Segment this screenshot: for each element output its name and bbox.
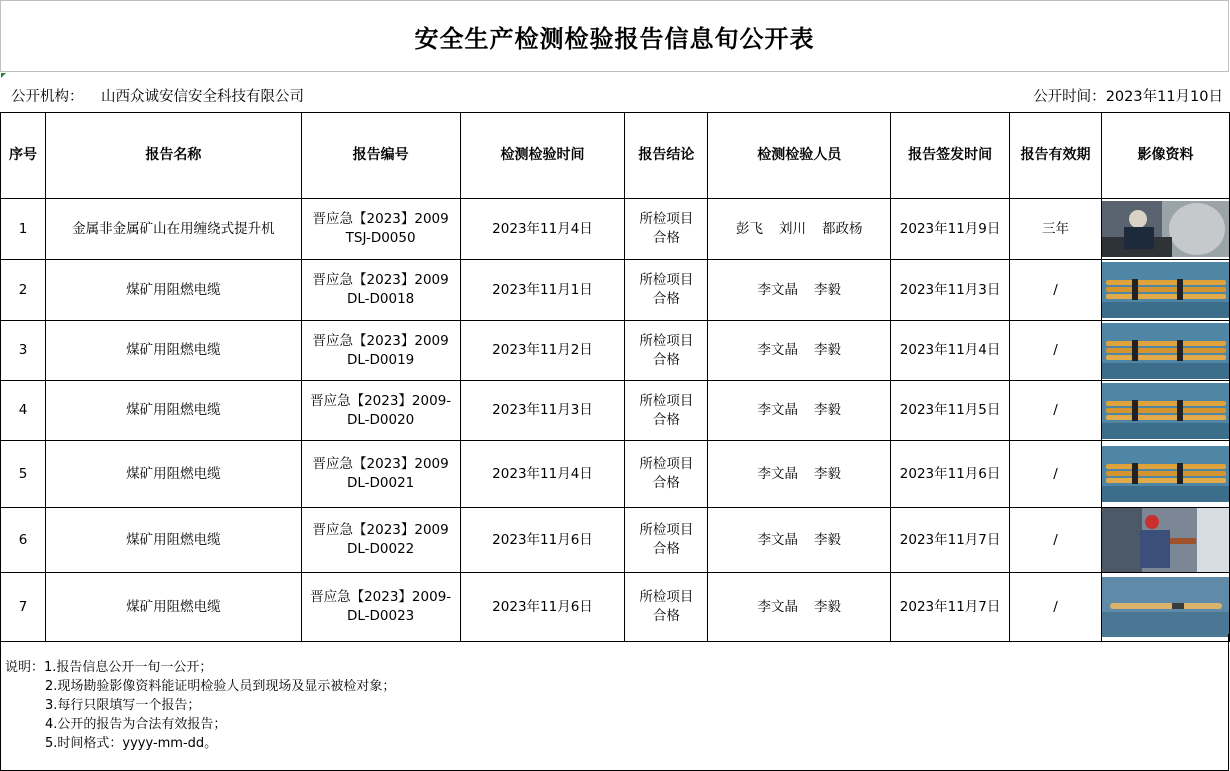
header-no: 序号	[1, 113, 46, 199]
header-test-date: 检测检验时间	[460, 113, 625, 199]
report-name: 煤矿用阻燃电缆	[45, 573, 301, 642]
staff-name: 李毅	[813, 531, 841, 548]
staff-cell	[708, 199, 891, 260]
report-code-line2: TSJ-D0050	[345, 230, 416, 246]
report-table	[0, 112, 1230, 642]
note-line: 5.时间格式：yyyy-mm-dd。	[45, 736, 218, 751]
test-date: 2023年11月4日	[460, 441, 625, 508]
report-name: 煤矿用阻燃电缆	[45, 508, 301, 573]
staff-name: 李文晶	[757, 281, 798, 298]
notes-section	[0, 634, 1229, 771]
conclusion	[625, 260, 708, 321]
table-row	[1, 381, 1230, 441]
test-date: 2023年11月4日	[460, 199, 625, 260]
report-code-line2: DL-D0020	[346, 411, 415, 428]
staff-cell	[708, 441, 891, 508]
staff-cell	[708, 321, 891, 381]
validity: /	[1010, 441, 1102, 508]
report-code	[301, 321, 460, 381]
table-header-row	[1, 113, 1230, 199]
note-line: 说明：1.报告信息公开一旬一公开；	[5, 660, 213, 675]
image-cell[interactable]	[1101, 381, 1229, 441]
worker-photo-icon	[1102, 508, 1229, 572]
report-code-line1: 晋应急【2023】2009	[312, 211, 449, 227]
conclusion-line2: 合格	[652, 291, 680, 307]
conclusion-line2: 合格	[652, 475, 680, 491]
header-images: 影像资料	[1101, 113, 1229, 199]
report-name: 煤矿用阻燃电缆	[45, 441, 301, 508]
report-code-line1: 晋应急【2023】2009-	[310, 589, 452, 605]
single-cable-photo-icon	[1102, 577, 1229, 637]
staff-cell	[708, 381, 891, 441]
conclusion-line2: 合格	[652, 411, 680, 428]
report-code-line2: DL-D0019	[346, 351, 415, 368]
table-row	[1, 573, 1230, 642]
conclusion-line2: 合格	[652, 230, 680, 246]
row-no: 2	[1, 260, 46, 321]
page-title: 安全生产检测检验报告信息旬公开表	[0, 0, 1229, 72]
publish-date: 2023年11月10日	[1105, 89, 1223, 105]
staff-name: 都政杨	[821, 220, 863, 237]
row-no: 3	[1, 321, 46, 381]
table-row	[1, 508, 1230, 573]
conclusion	[625, 199, 708, 260]
staff-name: 李毅	[813, 402, 841, 418]
staff-cell	[708, 573, 891, 642]
staff-name: 李文晶	[757, 402, 798, 418]
row-no: 6	[1, 508, 46, 573]
staff-name: 李文晶	[757, 598, 798, 615]
image-cell[interactable]	[1101, 441, 1229, 508]
row-no: 7	[1, 573, 46, 642]
report-code-line2: DL-D0018	[346, 291, 415, 307]
conclusion	[625, 573, 708, 642]
staff-name: 刘川	[778, 220, 806, 237]
report-code	[301, 573, 460, 642]
conclusion-line1: 所检项目	[639, 211, 694, 227]
header-validity: 报告有效期	[1010, 113, 1102, 199]
report-code-line1: 晋应急【2023】2009	[312, 332, 449, 349]
conclusion-line1: 所检项目	[639, 272, 694, 288]
row-no: 5	[1, 441, 46, 508]
test-date: 2023年11月3日	[460, 381, 625, 441]
report-code	[301, 381, 460, 441]
issue-date: 2023年11月5日	[891, 381, 1010, 441]
conclusion-line2: 合格	[652, 541, 680, 557]
image-cell[interactable]	[1101, 321, 1229, 381]
header-issue-date: 报告签发时间	[891, 113, 1010, 199]
publish-time	[1033, 85, 1223, 106]
staff-cell	[708, 508, 891, 573]
report-code-line1: 晋应急【2023】2009	[312, 522, 449, 538]
validity: /	[1010, 573, 1102, 642]
validity: /	[1010, 381, 1102, 441]
report-name: 金属非金属矿山在用缠绕式提升机	[45, 199, 301, 260]
note-line: 4.公开的报告为合法有效报告；	[45, 717, 227, 732]
staff-name: 李文晶	[757, 342, 798, 358]
report-name: 煤矿用阻燃电缆	[45, 381, 301, 441]
conclusion-line1: 所检项目	[639, 392, 694, 409]
table-row	[1, 260, 1230, 321]
issue-date: 2023年11月9日	[891, 199, 1010, 260]
test-date: 2023年11月2日	[460, 321, 625, 381]
image-cell[interactable]	[1101, 508, 1229, 573]
org-name: 山西众诚安信安全科技有限公司	[101, 89, 304, 105]
report-code-line1: 晋应急【2023】2009	[312, 272, 449, 288]
validity: 三年	[1010, 199, 1102, 260]
conclusion-line1: 所检项目	[639, 456, 694, 472]
issue-date: 2023年11月3日	[891, 260, 1010, 321]
report-code-line1: 晋应急【2023】2009	[312, 456, 449, 472]
publish-label: 公开时间：	[1033, 89, 1106, 105]
conclusion-line2: 合格	[652, 351, 680, 368]
header-report-code: 报告编号	[301, 113, 460, 199]
staff-name: 李文晶	[757, 531, 798, 548]
test-date: 2023年11月6日	[460, 508, 625, 573]
staff-name: 李文晶	[757, 465, 798, 482]
conclusion	[625, 508, 708, 573]
header-report-name: 报告名称	[45, 113, 301, 199]
validity: /	[1010, 508, 1102, 573]
staff-name: 李毅	[813, 281, 841, 298]
publish-info-bar	[0, 73, 1229, 113]
report-name: 煤矿用阻燃电缆	[45, 260, 301, 321]
table-row	[1, 441, 1230, 508]
staff-name: 李毅	[813, 598, 841, 615]
note-line: 2.现场勘验影像资料能证明检验人员到现场及显示被检对象；	[45, 679, 396, 694]
conclusion	[625, 321, 708, 381]
header-conclusion: 报告结论	[625, 113, 708, 199]
report-code-line2: DL-D0021	[346, 475, 415, 491]
validity: /	[1010, 321, 1102, 381]
cable-photo-icon	[1102, 383, 1229, 439]
report-name: 煤矿用阻燃电缆	[45, 321, 301, 381]
image-cell[interactable]	[1101, 260, 1229, 321]
conclusion-line2: 合格	[652, 608, 680, 624]
report-code-line2: DL-D0023	[346, 608, 415, 624]
validity: /	[1010, 260, 1102, 321]
image-cell[interactable]	[1101, 573, 1229, 642]
conclusion	[625, 441, 708, 508]
test-date: 2023年11月6日	[460, 573, 625, 642]
cable-photo-icon	[1102, 446, 1229, 502]
row-no: 4	[1, 381, 46, 441]
cable-photo-icon	[1102, 323, 1229, 379]
issue-date: 2023年11月4日	[891, 321, 1010, 381]
report-code	[301, 508, 460, 573]
test-date: 2023年11月1日	[460, 260, 625, 321]
report-code	[301, 199, 460, 260]
issue-date: 2023年11月6日	[891, 441, 1010, 508]
header-staff: 检测检验人员	[708, 113, 891, 199]
staff-name: 彭飞	[735, 220, 763, 237]
staff-name: 李毅	[813, 342, 841, 358]
conclusion-line1: 所检项目	[639, 522, 694, 538]
cable-photo-icon	[1102, 262, 1229, 318]
note-line: 3.每行只限填写一个报告；	[45, 698, 201, 713]
image-cell[interactable]	[1101, 199, 1229, 260]
table-row	[1, 321, 1230, 381]
report-code	[301, 441, 460, 508]
org-label: 公开机构：	[11, 89, 84, 105]
staff-name: 李毅	[813, 465, 841, 482]
issue-date: 2023年11月7日	[891, 573, 1010, 642]
report-code	[301, 260, 460, 321]
row-no: 1	[1, 199, 46, 260]
report-code-line2: DL-D0022	[346, 541, 415, 557]
conclusion-line1: 所检项目	[639, 589, 694, 605]
conclusion-line1: 所检项目	[639, 332, 694, 349]
staff-cell	[708, 260, 891, 321]
issue-date: 2023年11月7日	[891, 508, 1010, 573]
conclusion	[625, 381, 708, 441]
report-code-line1: 晋应急【2023】2009-	[310, 392, 452, 409]
table-row	[1, 199, 1230, 260]
hoist-machine-photo-icon	[1102, 201, 1229, 257]
